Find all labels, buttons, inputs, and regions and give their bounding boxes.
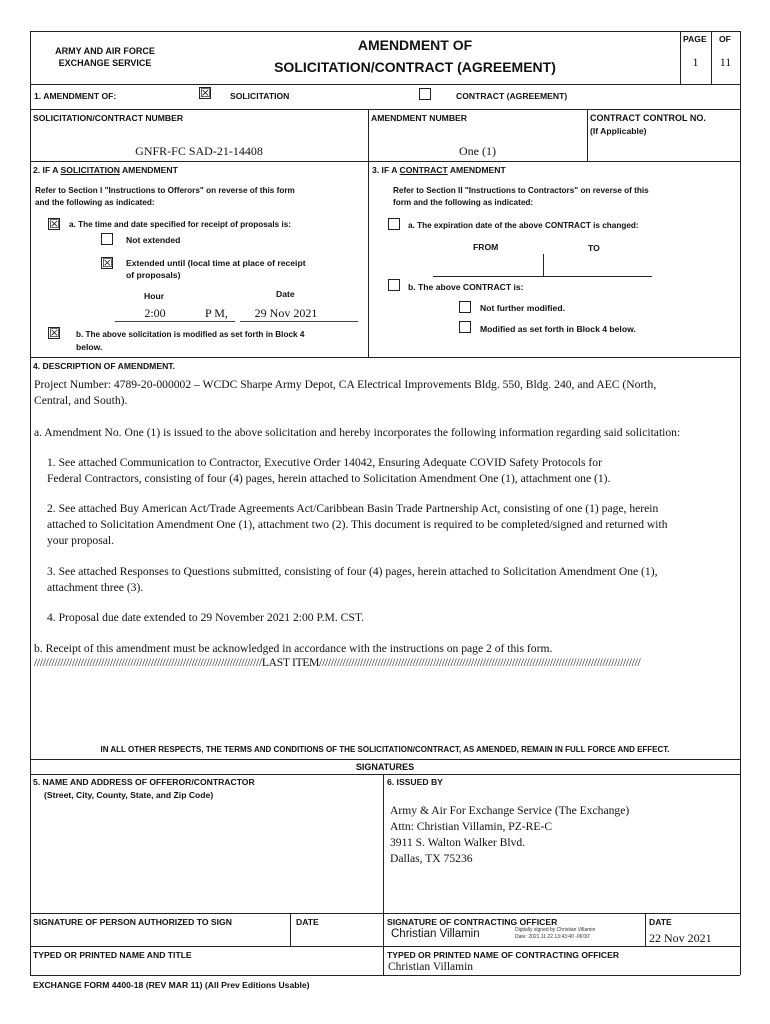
modified-checkbox[interactable] [459,321,471,333]
of-label: OF [719,34,731,44]
not-extended-label: Not extended [126,235,181,245]
typed-officer-name: Christian Villamin [388,961,474,973]
column-divider [383,774,384,975]
project-number-line: Central, and South). [34,394,128,407]
form-identifier: EXCHANGE FORM 4400-18 (REV MAR 11) (All Prev Editions Usable) [33,980,310,990]
not-modified-checkbox[interactable] [459,301,471,313]
block2-title: 2. IF A SOLICITATION AMENDMENT [33,165,178,175]
from-to-underline [433,276,652,277]
contracting-officer-signature-label: SIGNATURE OF CONTRACTING OFFICER [387,917,558,927]
solicitation-number-label: SOLICITATION/CONTRACT NUMBER [33,113,184,123]
column-divider [290,913,291,946]
description-item-2: your proposal. [47,534,114,547]
receipt-time-text: a. The time and date specified for receipt of proposals is: [69,220,292,229]
issuer-line: Attn: Christian Villamin, PZ-RE-C [390,820,553,833]
agency-name [30,45,180,69]
page-label: PAGE [683,34,707,44]
row-border [30,774,740,775]
receipt-time-checkbox[interactable]: ☒ [49,217,60,231]
amendment-statement: a. Amendment No. One (1) is issued to the above solicitation and hereby incorporates the following information regarding said solicitation: [34,426,681,439]
description-item-2: attached to Solicitation Amendment One (1), attachment two (2). This document is required to be completed/signed and returned with [47,518,668,531]
solicitation-number: GNFR-FC SAD-21-14408 [135,144,263,158]
amendment-of-label: 1. AMENDMENT OF: [34,91,117,101]
form-title [250,36,580,77]
from-label: FROM [473,242,499,252]
hour-underline [115,321,235,322]
amendment-number: One (1) [459,144,496,158]
digital-signature-stamp: Digitally signed by Christian Villamin Date: 2021.11.22 13:43:40 -06'00' [515,927,596,940]
amendment-number-label: AMENDMENT NUMBER [371,113,467,123]
block3-instruction: Refer to Section II "Instructions to Contractors" on reverse of this [393,186,649,195]
total-pages: 11 [719,55,732,69]
solicitation-modified-text: b. The above solicitation is modified as set forth in Block 4 [76,330,305,339]
signatures-header: SIGNATURES [355,762,415,772]
modified-label: Modified as set forth in Block 4 below. [480,324,636,334]
terms-statement: IN ALL OTHER RESPECTS, THE TERMS AND CONDITIONS OF THE SOLICITATION/CONTRACT, AS AMENDED, REMAIN IN FULL FORCE AND EFFECT. [100,745,670,754]
row-border [30,161,740,162]
contract-checkbox[interactable] [419,88,431,100]
contract-control-sublabel: (If Applicable) [590,126,647,136]
acknowledgment-statement: b. Receipt of this amendment must be acknowledged in accordance with the instructions on page 2 of this form. [34,642,553,655]
agency-line-2: EXCHANGE SERVICE [58,58,152,68]
last-item-line: //////////////////////////////////////////////////////////////////////////////LAST ITEM////////////////////////////////////////////////////////////////////////////////////////////////////////////// [34,656,641,669]
description-item-1: Federal Contractors, consisting of four (4) pages, herein attached to Solicitation Amendment One (1), attachment one (1). [47,472,611,485]
extended-hour-value: 2:00 [144,306,166,320]
extended-until-label: Extended until (local time at place of receipt [126,258,306,268]
block2-instruction: Refer to Section I "Instructions to Offerors" on reverse of this form [35,186,295,195]
block2-instruction: and the following as indicated: [35,198,155,207]
not-modified-label: Not further modified. [480,303,565,313]
solicitation-label: SOLICITATION [230,91,290,101]
not-extended-checkbox[interactable] [101,233,113,245]
solicitation-checkbox[interactable]: ☒ [200,86,211,100]
issuer-line: Dallas, TX 75236 [390,852,473,865]
row-border [30,913,740,914]
contract-is-checkbox[interactable] [388,279,400,291]
description-item-4: 4. Proposal due date extended to 29 November 2021 2:00 P.M. CST. [47,611,364,624]
row-border [30,109,740,110]
extended-until-checkbox[interactable]: ☒ [102,256,113,270]
block3-instruction: form and the following as indicated: [393,198,534,207]
form-left-border [30,31,31,975]
typed-name-label: TYPED OR PRINTED NAME AND TITLE [33,950,192,960]
form-top-border [30,31,740,32]
issuer-line: Army & Air For Exchange Service (The Exchange) [390,804,630,817]
column-divider [368,161,369,357]
row-border [30,84,740,85]
signature-authorized-label: SIGNATURE OF PERSON AUTHORIZED TO SIGN [33,917,232,927]
contract-label: CONTRACT (AGREEMENT) [456,91,568,101]
hour-label: Hour [144,291,165,301]
column-divider [645,913,646,946]
agency-line-1: ARMY AND AIR FORCE [55,46,155,56]
page-number: 1 [692,55,699,69]
extended-date-value: 29 Nov 2021 [254,306,318,320]
description-item-3: attachment three (3). [47,581,144,594]
issuer-line: 3911 S. Walton Walker Blvd. [390,836,526,849]
am-pm-value: P M, [205,306,228,320]
contracting-officer-date-label: DATE [649,917,672,927]
form-title-line-2: SOLICITATION/CONTRACT (AGREEMENT) [274,59,556,75]
offeror-address-sublabel: (Street, City, County, State, and Zip Code) [44,790,214,800]
description-label: 4. DESCRIPTION OF AMENDMENT. [33,361,175,371]
offeror-address-label: 5. NAME AND ADDRESS OF OFFEROR/CONTRACTOR [33,777,255,787]
issued-by-label: 6. ISSUED BY [387,777,443,787]
typed-officer-name-label: TYPED OR PRINTED NAME OF CONTRACTING OFFICER [387,950,620,960]
digital-signature-name: Christian Villamin [391,928,480,940]
form-bottom-border [30,975,740,976]
description-item-1: 1. See attached Communication to Contractor, Executive Order 14042, Ensuring Adequate COVID Safety Protocols for [47,456,602,469]
date-underline [240,321,358,322]
description-item-2: 2. See attached Buy American Act/Trade Agreements Act/Caribbean Basin Trade Partnership Act, consisting of one (1) page, herein [47,502,659,515]
contracting-officer-date: 22 Nov 2021 [649,931,712,945]
column-divider [587,109,588,161]
row-border [30,357,740,358]
solicitation-modified-checkbox[interactable]: ☒ [49,326,60,340]
project-number-line: Project Number: 4789-20-000002 – WCDC Sharpe Army Depot, CA Electrical Improvements Bldg. 550, Bldg. 240, and AEC (North, [34,378,657,391]
description-item-3: 3. See attached Responses to Questions submitted, consisting of four (4) pages, herein attached to Solicitation Amendment One (1), [47,565,658,578]
extended-until-label: of proposals) [126,270,181,280]
date-label: Date [276,289,295,299]
solicitation-modified-text: below. [76,342,103,352]
from-to-divider [543,254,544,277]
contract-is-text: b. The above CONTRACT is: [408,282,524,292]
row-border [30,759,740,760]
expiration-changed-text: a. The expiration date of the above CONTRACT is changed: [408,221,639,230]
form-right-border [740,31,741,975]
row-border [30,946,740,947]
form-title-line-1: AMENDMENT OF [357,37,473,53]
to-label: TO [588,243,600,253]
signature-date-label: DATE [296,917,319,927]
block3-title: 3. IF A CONTRACT AMENDMENT [372,165,506,175]
expiration-changed-checkbox[interactable] [388,218,400,230]
contract-control-label: CONTRACT CONTROL NO. [590,113,706,123]
